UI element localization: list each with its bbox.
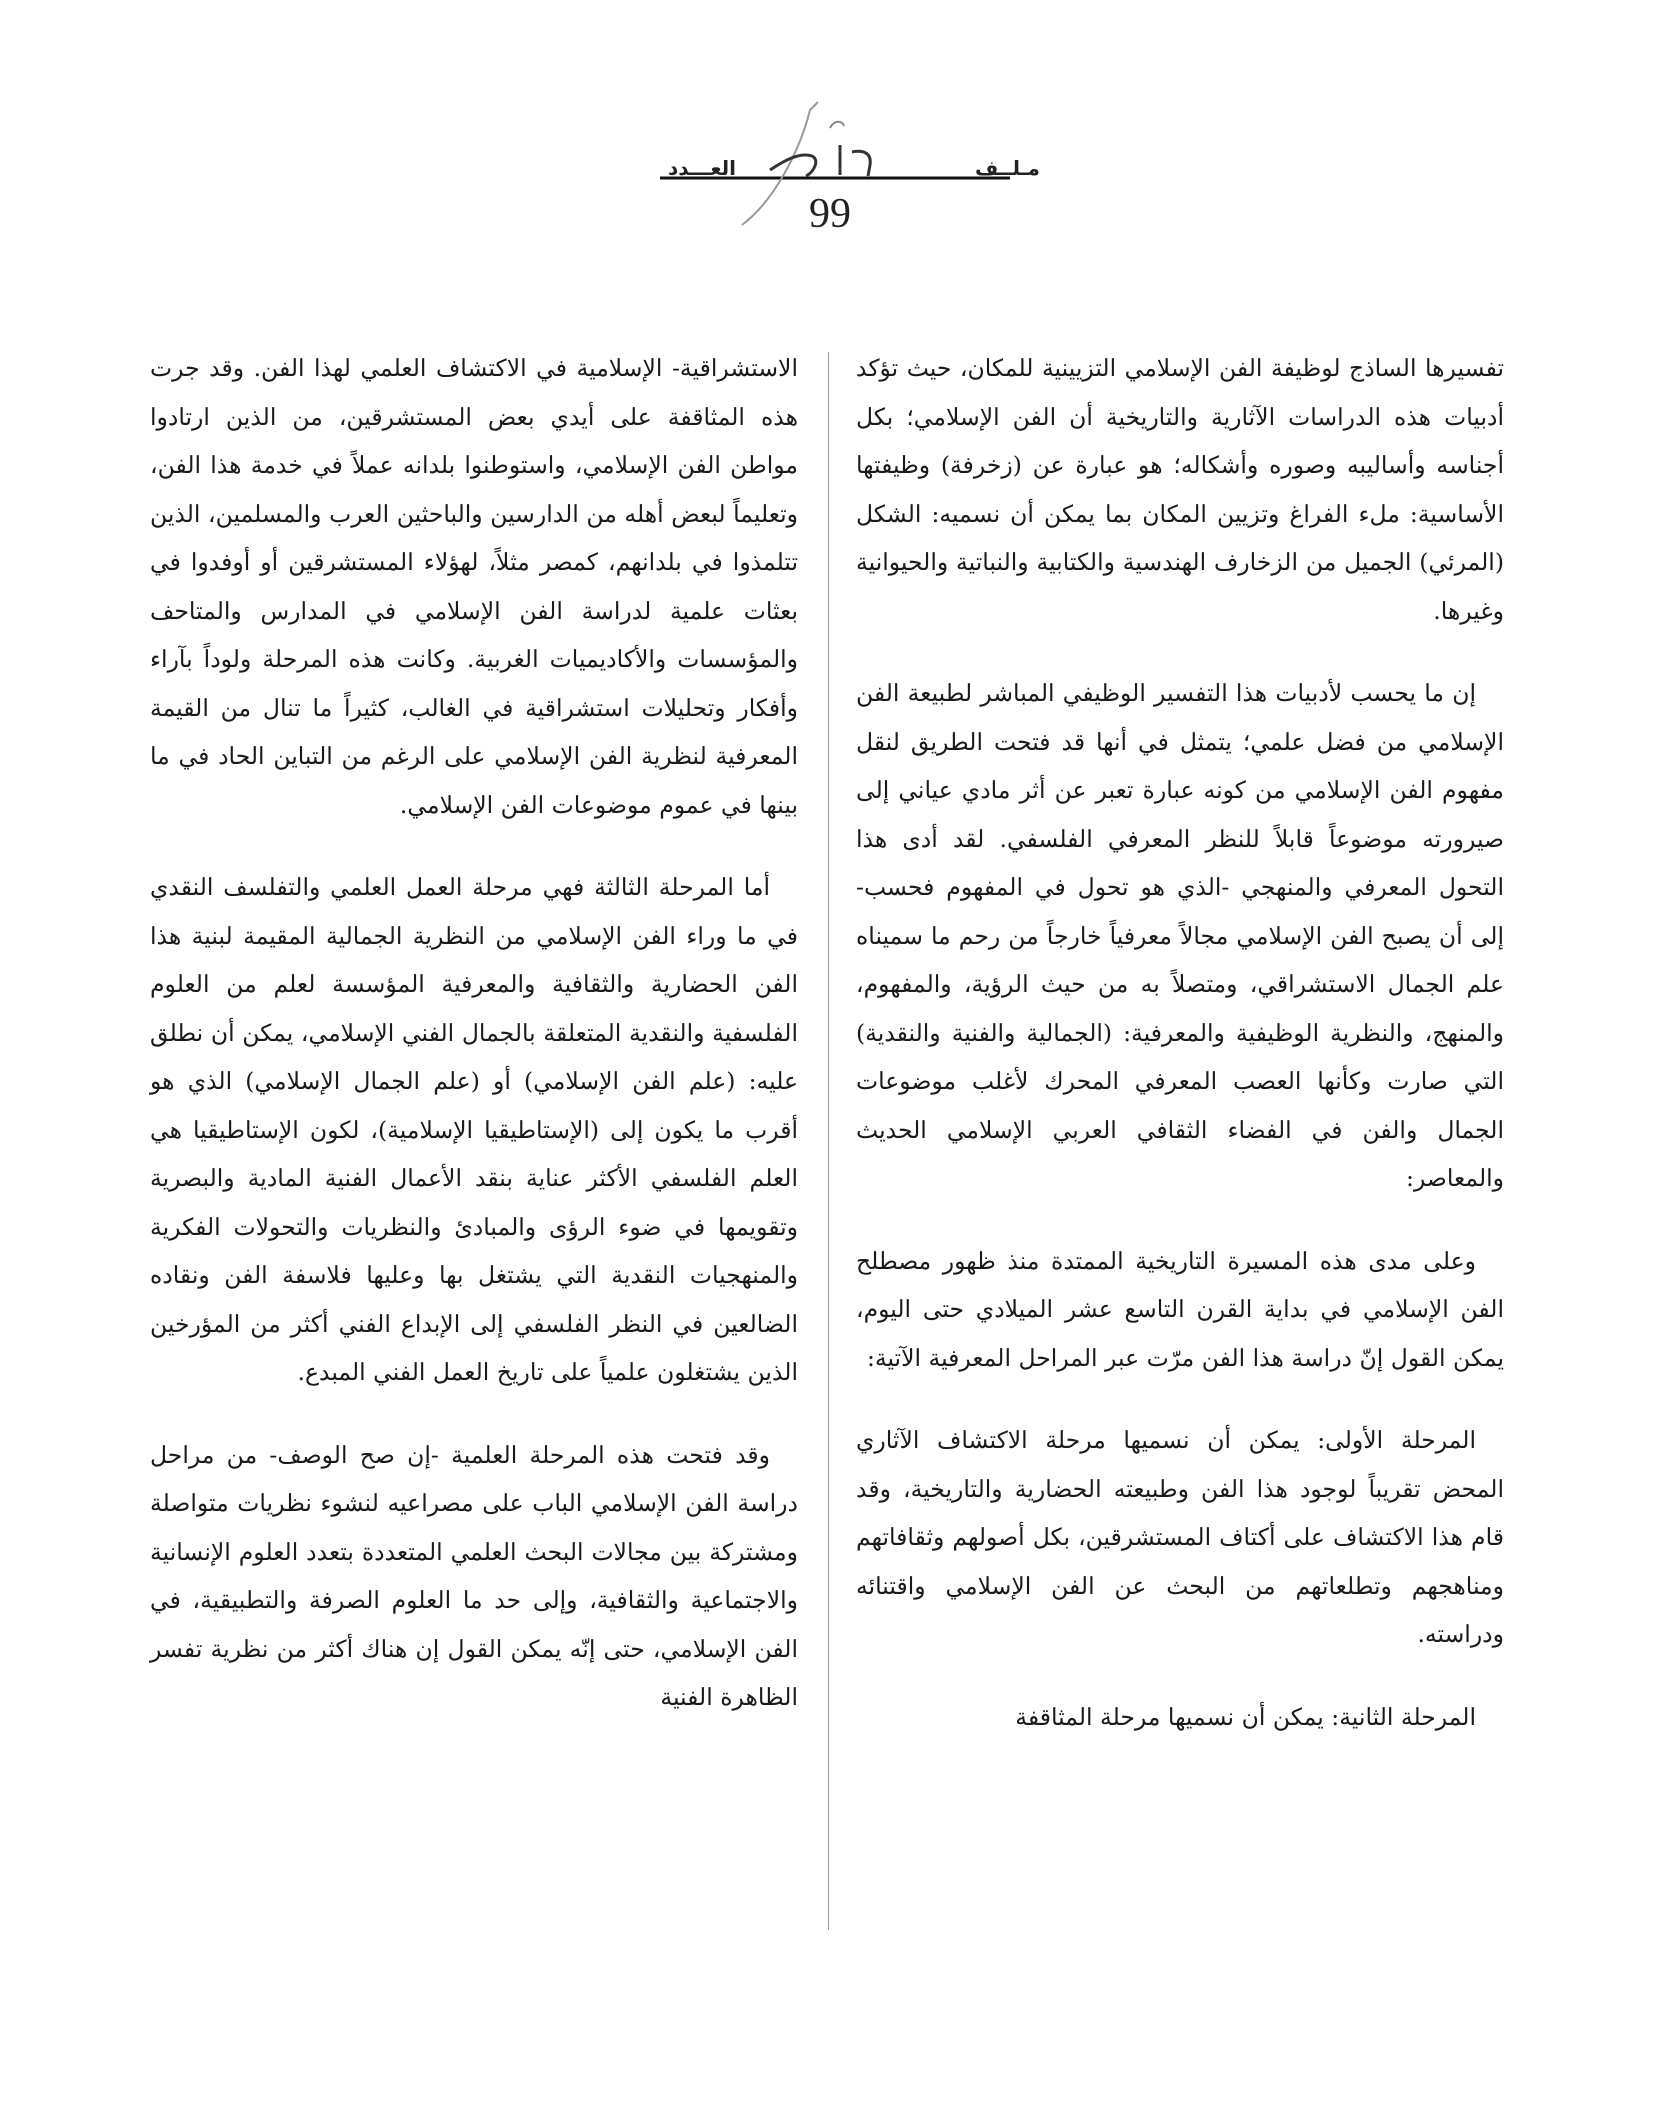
header-graphic xyxy=(0,90,1654,270)
logo-stroke-dot xyxy=(830,122,844,128)
paragraph: تفسيرها الساذج لوظيفة الفن الإسلامي التزيينية للمكان، حيث تؤكد أدبيات هذه الدراسات الآثارية والتاريخية أن الفن الإسلامي؛ بكل أجناسه وأساليبه وصوره وأشكاله؛ هو عبارة عن (زخرفة) وظيفتها الأساسية: ملء الفراغ وتزيين المكان بما يمكن أن نسميه: الشكل (المرئي) الجميل من الزخارف الهندسية والكتابية والنباتية والحيوانية وغيرها. xyxy=(856,354,1504,625)
column-divider xyxy=(828,352,829,1930)
issue-label: العـــدد xyxy=(668,156,736,180)
paragraph: وعلى مدى هذه المسيرة التاريخية الممتدة منذ ظهور مصطلح الفن الإسلامي في بداية القرن التاسع عشر الميلادي حتى اليوم، يمكن القول إنّ دراسة هذا الفن مرّت عبر المراحل المعرفية الآتية: xyxy=(856,1246,1504,1372)
left-column xyxy=(150,344,798,1756)
file-label: مـلــف xyxy=(975,156,1040,180)
paragraph: إن ما يحسب لأدبيات هذا التفسير الوظيفي المباشر لطبيعة الفن الإسلامي من فضل علمي؛ يتمثل في أنها قد فتحت الطريق لنقل مفهوم الفن الإسلامي من كونه عبارة تعبر عن أثر مادي عياني إلى صيرورته موضوعاً قابلاً للنظر المعرفي الفلسفي. لقد أدى هذا التحول المعرفي والمنهجي -الذي هو تحول في المفهوم فحسب- إلى أن يصبح الفن الإسلامي مجالاً معرفياً خارجاً من رحم ما سميناه علم الجمال الاستشراقي، ومتصلاً به من حيث الرؤية، والمفهوم، والمنهج، والنظرية الوظيفية والمعرفية: (الجمالية والفنية والنقدية) التي صارت وكأنها العصب المعرفي المحرك لأغلب موضوعات الجمال والفن في الفضاء الثقافي العربي الإسلامي الحديث والمعاصر: xyxy=(856,679,1504,1192)
paragraph: المرحلة الثانية: يمكن أن نسميها مرحلة المثاقفة xyxy=(1015,1702,1476,1731)
page-header xyxy=(0,90,1654,270)
logo-stroke-letters xyxy=(840,145,870,176)
paragraph: المرحلة الأولى: يمكن أن نسميها مرحلة الاكتشاف الآثاري المحض تقريباً لوجود هذا الفن وطبيعته الحضارية والتاريخية، وقد قام هذا الاكتشاف على أكتاف المستشرقين، بكل أصولهم وثقافاتهم ومناهجهم وتطلعاتهم من البحث عن الفن الإسلامي واقتنائه ودراسته. xyxy=(856,1426,1504,1648)
paragraph: وقد فتحت هذه المرحلة العلمية -إن صح الوصف- من مراحل دراسة الفن الإسلامي الباب على مصراعيه لنشوء نظريات متواصلة ومشتركة بين مجالات البحث العلمي المتعددة بتعدد العلوم الإنسانية والاجتماعية والثقافية، وإلى حد ما العلوم الصرفة والتطبيقية، في الفن الإسلامي، حتى إنّه يمكن القول إن هناك أكثر من نظرية تفسر الظاهرة الفنية xyxy=(150,1440,798,1711)
paragraph: الاستشراقية- الإسلامية في الاكتشاف العلمي لهذا الفن. وقد جرت هذه المثاقفة على أيدي بعض المستشرقين، من الذين ارتادوا مواطن الفن الإسلامي، واستوطنوا بلدانه عملاً في خدمة هذا الفن، وتعليماً لبعض أهله من الدارسين والباحثين العرب والمسلمين، الذين تتلمذوا في بلدانهم، كمصر مثلاً، لهؤلاء المستشرقين أو أوفدوا في بعثات علمية لدراسة الفن الإسلامي في المدارس والمتاحف والمؤسسات والأكاديميات الغربية. وكانت هذه المرحلة ولوداً بآراء وأفكار وتحليلات استشراقية في الغالب، كثيراً ما تنال من القيمة المعرفية لنظرية الفن الإسلامي على الرغم من التباين الحاد في ما بينها في عموم موضوعات الفن الإسلامي. xyxy=(150,354,798,819)
logo-stroke-curve xyxy=(770,155,816,176)
page-number: 99 xyxy=(809,191,851,237)
paragraph: أما المرحلة الثالثة فهي مرحلة العمل العلمي والتفلسف النقدي في ما وراء الفن الإسلامي من النظرية الجمالية المقيمة لبنية هذا الفن الحضارية والثقافية والمعرفية المؤسسة لعلم من العلوم الفلسفية والنقدية المتعلقة بالجمال الفني الإسلامي، يمكن أن نطلق عليه: (علم الفن الإسلامي) أو (علم الجمال الإسلامي) الذي هو أقرب ما يكون إلى (الإستاطيقيا الإسلامية)، لكون الإستاطيقيا هي العلم الفلسفي الأكثر عناية بنقد الأعمال الفنية المادية والبصرية وتقويمها في ضوء الرؤى والمبادئ والنظريات والتحولات الفكرية والمنهجيات النقدية التي يشتغل بها وعليها فلاسفة الفن ونقاده الضالعين في النظر الفلسفي إلى الإبداع الفني أكثر من المؤرخين الذين يشتغلون علمياً على تاريخ العمل الفني المبدع. xyxy=(150,873,798,1386)
right-column xyxy=(856,344,1504,1775)
